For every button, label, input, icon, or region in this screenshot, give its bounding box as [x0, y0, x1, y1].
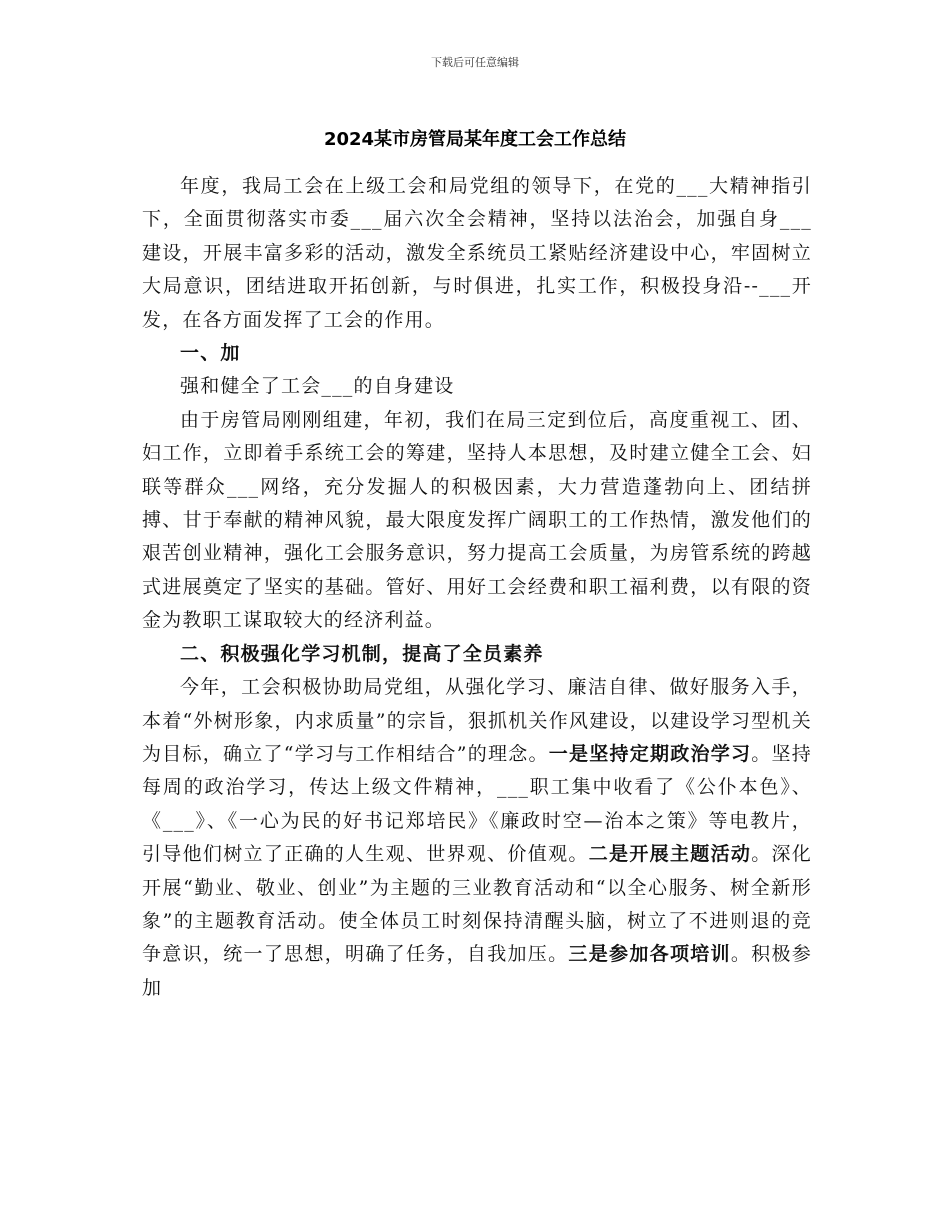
paragraph-section-2-body	[142, 671, 812, 1005]
text-run: 。坚持每周的政治学习，传达上级文件精神，___职工集中收看了《公仆本色》、《___》、《一心为民的好书记郑培民》《廉政时空—治本之策》等电教片，引导他们树立了正确的人生观、世界观、价值观。	[142, 742, 812, 866]
paragraph-section-1-subtitle: 强和健全了工会___的自身建设	[180, 375, 455, 398]
section-heading-2: 二、积极强化学习机制，提高了全员素养	[180, 642, 544, 665]
document-title: 2024某市房管局某年度工会工作总结	[323, 129, 627, 150]
header-note: 下载后可任意编辑	[431, 56, 519, 69]
paragraph-section-1-body: 由于房管局刚刚组建，年初，我们在局三定到位后，高度重视工、团、妇工作，立即着手系统工会的筹建，坚持人本思想，及时建立健全工会、妇联等群众___网络，充分发掘人的积极因素，大力营造蓬勃向上、团结拼搏、甘于奉献的精神风貌，最大限度发挥广阔职工的工作热情，激发他们的艰苦创业精神，强化工会服务意识，努力提高工会质量，为房管系统的跨越式进展奠定了坚实的基础。管好、用好工会经费和职工福利费，以有限的资金为教职工谋取较大的经济利益。	[142, 408, 812, 632]
document-body	[142, 170, 812, 1005]
bold-run-1: 一是坚持定期政治学习	[548, 742, 752, 765]
bold-run-2: 二是开展主题活动	[588, 843, 752, 866]
bold-run-3: 三是参加各项培训	[568, 943, 731, 966]
text-run: 。深化开展“勤业、敬业、创业”为主题的三业教育活动和“以全心服务、树全新形象”的主题教育活动。使全体员工时刻保持清醒头脑，树立了不进则退的竞争意识，统一了思想，明确了任务，自我加压。	[142, 843, 812, 966]
text-run: 。积极参加	[142, 943, 812, 999]
paragraph-intro: 年度，我局工会在上级工会和局党组的领导下，在党的___大精神指引下，全面贯彻落实市委___届六次全会精神，坚持以法治会，加强自身___建设，开展丰富多彩的活动，激发全系统员工紧贴经济建设中心，牢固树立大局意识，团结进取开拓创新，与时俱进，扎实工作，积极投身沿--___开发，在各方面发挥了工会的作用。	[142, 175, 812, 331]
section-heading-1: 一、加	[180, 342, 241, 365]
text-run: 今年，工会积极协助局党组，从强化学习、廉洁自律、做好服务入手，本着“外树形象，内求质量”的宗旨，狠抓机关作风建设，以建设学习型机关为目标，确立了“学习与工作相结合”的理念。	[142, 676, 812, 765]
